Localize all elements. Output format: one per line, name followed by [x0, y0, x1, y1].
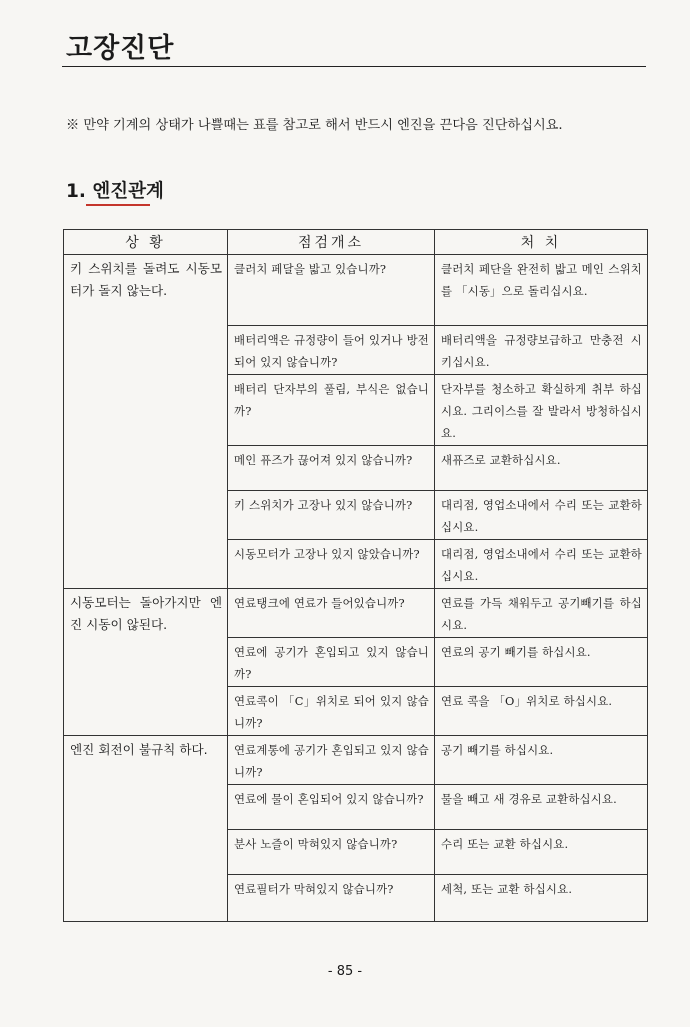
action-cell: 연료 콕을 「O」위치로 하십시요.	[435, 687, 648, 736]
situation-cell: 시동모터는 돌아가지만 엔진 시동이 않된다.	[64, 589, 228, 736]
check-cell: 연료계통에 공기가 혼입되고 있지 않습니까?	[228, 736, 435, 785]
check-cell: 배터리 단자부의 풀림, 부식은 없습니까?	[228, 375, 435, 446]
check-cell: 연료에 물이 혼입되어 있지 않습니까?	[228, 785, 435, 830]
action-cell: 연료를 가득 채워두고 공기빼기를 하십시요.	[435, 589, 648, 638]
action-cell: 연료의 공기 빼기를 하십시요.	[435, 638, 648, 687]
check-cell: 연료에 공기가 혼입되고 있지 않습니까?	[228, 638, 435, 687]
action-cell: 배터리액을 규정량보급하고 만충전 시키십시요.	[435, 326, 648, 375]
situation-cell: 키 스위치를 돌려도 시동모터가 돌지 않는다.	[64, 255, 228, 589]
header-check-point: 점검개소	[228, 230, 435, 255]
notice-text: ※ 만약 기계의 상태가 나쁠때는 표를 참고로 해서 반드시 엔진을 끈다음 진단하십시요.	[66, 118, 563, 133]
table-row	[64, 255, 648, 326]
table-row	[64, 736, 648, 785]
check-cell: 시동모터가 고장나 있지 않았습니까?	[228, 540, 435, 589]
check-cell: 메인 퓨즈가 끊어져 있지 않습니까?	[228, 446, 435, 491]
check-cell: 연료탱크에 연료가 들어있습니까?	[228, 589, 435, 638]
title-divider	[62, 66, 646, 67]
check-cell: 분사 노즐이 막혀있지 않습니까?	[228, 830, 435, 875]
page-title: 고장진단	[66, 33, 175, 64]
check-cell: 연료콕이 「C」위치로 되어 있지 않습니까?	[228, 687, 435, 736]
section-heading	[66, 177, 164, 203]
check-cell: 키 스위치가 고장나 있지 않습니까?	[228, 491, 435, 540]
check-cell: 클러치 페달을 밟고 있습니까?	[228, 255, 435, 326]
check-cell: 연료필터가 막혀있지 않습니까?	[228, 875, 435, 922]
header-action: 처 치	[435, 230, 648, 255]
action-cell: 새퓨즈로 교환하십시요.	[435, 446, 648, 491]
action-cell: 클러치 페단을 완전히 밟고 메인 스위치를 「시동」으로 돌리십시요.	[435, 255, 648, 326]
section-heading-text: 1. 엔진관계	[66, 181, 164, 202]
check-cell: 배터리액은 규정량이 들어 있거나 방전되어 있지 않습니까?	[228, 326, 435, 375]
action-cell: 수리 또는 교환 하십시요.	[435, 830, 648, 875]
diagnosis-table	[63, 229, 648, 922]
heading-underline	[86, 204, 150, 206]
table-header-row	[64, 230, 648, 255]
action-cell: 단자부를 청소하고 확실하게 취부 하십시요. 그리이스를 잘 발라서 방청하십시요.	[435, 375, 648, 446]
table-row	[64, 589, 648, 638]
header-situation: 상 황	[64, 230, 228, 255]
action-cell: 세척, 또는 교환 하십시요.	[435, 875, 648, 922]
action-cell: 공기 빼기를 하십시요.	[435, 736, 648, 785]
page-number: - 85 -	[327, 964, 363, 979]
action-cell: 물을 빼고 새 경유로 교환하십시요.	[435, 785, 648, 830]
action-cell: 대리점, 영업소내에서 수리 또는 교환하십시요.	[435, 491, 648, 540]
situation-cell: 엔진 회전이 불규칙 하다.	[64, 736, 228, 922]
action-cell: 대리점, 영업소내에서 수리 또는 교환하십시요.	[435, 540, 648, 589]
